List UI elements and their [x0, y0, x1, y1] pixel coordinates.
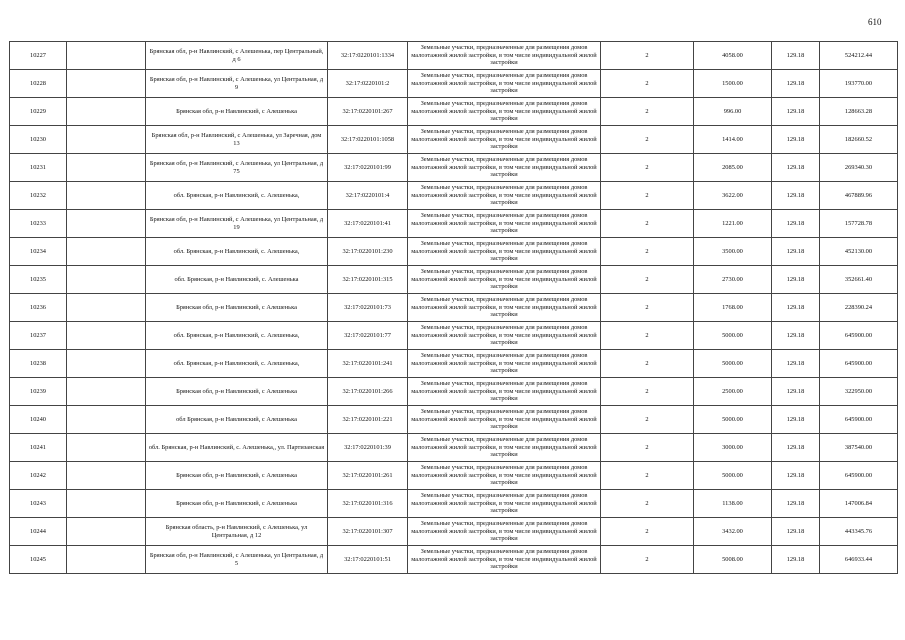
- land-use-cell: Земельные участки, предназначенные для размещения домов малоэтажной жилой застройки, в том числе индивидуальной жилой застройки: [408, 462, 601, 490]
- address-cell: обл. Брянская, р-н Навлинский, с. Алешенька,: [146, 322, 328, 350]
- cadastral-value-cell: 645900.00: [820, 462, 898, 490]
- land-use-cell: Земельные участки, предназначенные для размещения домов малоэтажной жилой застройки, в том числе индивидуальной жилой застройки: [408, 406, 601, 434]
- category-cell: 2: [601, 98, 694, 126]
- empty-cell: [67, 70, 146, 98]
- specific-value-cell: 129.18: [772, 126, 820, 154]
- cadastral-value-cell: 524212.44: [820, 42, 898, 70]
- address-cell: Брянская обл, р-н Навлинский, с Алешенька, ул Заречная, дом 13: [146, 126, 328, 154]
- row-number: 10245: [10, 546, 67, 574]
- empty-cell: [67, 238, 146, 266]
- cadastral-number-cell: 32:17:0220101:241: [328, 350, 408, 378]
- cadastral-value-cell: 182660.52: [820, 126, 898, 154]
- specific-value-cell: 129.18: [772, 294, 820, 322]
- area-cell: 3622.00: [694, 182, 772, 210]
- address-cell: Брянская обл, р-н Навлинский, с Алешенька: [146, 462, 328, 490]
- land-use-cell: Земельные участки, предназначенные для размещения домов малоэтажной жилой застройки, в том числе индивидуальной жилой застройки: [408, 182, 601, 210]
- empty-cell: [67, 294, 146, 322]
- specific-value-cell: 129.18: [772, 154, 820, 182]
- land-use-cell: Земельные участки, предназначенные для размещения домов малоэтажной жилой застройки, в том числе индивидуальной жилой застройки: [408, 490, 601, 518]
- category-cell: 2: [601, 126, 694, 154]
- address-cell: Брянская обл, р-н Навлинский, с Алешенька: [146, 378, 328, 406]
- row-number: 10232: [10, 182, 67, 210]
- specific-value-cell: 129.18: [772, 266, 820, 294]
- address-cell: обл. Брянская, р-н Навлинский, с. Алешенька: [146, 266, 328, 294]
- area-cell: 5008.00: [694, 546, 772, 574]
- table-row: [10, 322, 898, 350]
- cadastral-number-cell: 32:17:0220101:2: [328, 70, 408, 98]
- specific-value-cell: 129.18: [772, 406, 820, 434]
- cadastral-number-cell: 32:17:0220101:99: [328, 154, 408, 182]
- area-cell: 5000.00: [694, 350, 772, 378]
- cadastral-value-cell: 646933.44: [820, 546, 898, 574]
- table-row: [10, 378, 898, 406]
- area-cell: 1500.00: [694, 70, 772, 98]
- cadastral-number-cell: 32:17:0220101:230: [328, 238, 408, 266]
- cadastral-number-cell: 32:17:0220101:73: [328, 294, 408, 322]
- table-row: [10, 154, 898, 182]
- address-cell: обл. Брянская, р-н Навлинский, с. Алешенька,: [146, 182, 328, 210]
- address-cell: Брянская обл, р-н Навлинский, с Алешенька, ул Центральная, д 5: [146, 546, 328, 574]
- specific-value-cell: 129.18: [772, 490, 820, 518]
- specific-value-cell: 129.18: [772, 378, 820, 406]
- specific-value-cell: 129.18: [772, 98, 820, 126]
- land-use-cell: Земельные участки, предназначенные для размещения домов малоэтажной жилой застройки, в том числе индивидуальной жилой застройки: [408, 378, 601, 406]
- empty-cell: [67, 98, 146, 126]
- row-number: 10242: [10, 462, 67, 490]
- category-cell: 2: [601, 266, 694, 294]
- category-cell: 2: [601, 546, 694, 574]
- specific-value-cell: 129.18: [772, 182, 820, 210]
- empty-cell: [67, 406, 146, 434]
- specific-value-cell: 129.18: [772, 70, 820, 98]
- category-cell: 2: [601, 378, 694, 406]
- category-cell: 2: [601, 406, 694, 434]
- land-use-cell: Земельные участки, предназначенные для размещения домов малоэтажной жилой застройки, в том числе индивидуальной жилой застройки: [408, 322, 601, 350]
- row-number: 10229: [10, 98, 67, 126]
- area-cell: 5000.00: [694, 406, 772, 434]
- specific-value-cell: 129.18: [772, 210, 820, 238]
- land-use-cell: Земельные участки, предназначенные для размещения домов малоэтажной жилой застройки, в том числе индивидуальной жилой застройки: [408, 294, 601, 322]
- land-use-cell: Земельные участки, предназначенные для размещения домов малоэтажной жилой застройки, в том числе индивидуальной жилой застройки: [408, 42, 601, 70]
- empty-cell: [67, 462, 146, 490]
- row-number: 10238: [10, 350, 67, 378]
- empty-cell: [67, 210, 146, 238]
- category-cell: 2: [601, 434, 694, 462]
- category-cell: 2: [601, 294, 694, 322]
- cadastral-number-cell: 32:17:0220101:221: [328, 406, 408, 434]
- cadastral-number-cell: 32:17:0220101:1058: [328, 126, 408, 154]
- specific-value-cell: 129.18: [772, 518, 820, 546]
- address-cell: обл Брянская, р-н Навлинский, с Алешенька: [146, 406, 328, 434]
- address-cell: Брянская обл, р-н Навлинский, с Алешенька, ул Центральная, д 9: [146, 70, 328, 98]
- empty-cell: [67, 322, 146, 350]
- category-cell: 2: [601, 42, 694, 70]
- row-number: 10227: [10, 42, 67, 70]
- address-cell: Брянская область, р-н Навлинский, с Алешенька, ул Центральная, д 12: [146, 518, 328, 546]
- row-number: 10240: [10, 406, 67, 434]
- cadastral-value-cell: 269340.30: [820, 154, 898, 182]
- land-use-cell: Земельные участки, предназначенные для размещения домов малоэтажной жилой застройки, в том числе индивидуальной жилой застройки: [408, 238, 601, 266]
- row-number: 10237: [10, 322, 67, 350]
- area-cell: 1414.00: [694, 126, 772, 154]
- land-use-cell: Земельные участки, предназначенные для размещения домов малоэтажной жилой застройки, в том числе индивидуальной жилой застройки: [408, 546, 601, 574]
- category-cell: 2: [601, 518, 694, 546]
- table-row: [10, 462, 898, 490]
- table-body: [10, 42, 898, 574]
- row-number: 10243: [10, 490, 67, 518]
- area-cell: 1221.00: [694, 210, 772, 238]
- cadastral-value-cell: 147006.84: [820, 490, 898, 518]
- category-cell: 2: [601, 210, 694, 238]
- land-use-cell: Земельные участки, предназначенные для размещения домов малоэтажной жилой застройки, в том числе индивидуальной жилой застройки: [408, 350, 601, 378]
- row-number: 10235: [10, 266, 67, 294]
- empty-cell: [67, 546, 146, 574]
- table-row: [10, 42, 898, 70]
- area-cell: 2730.00: [694, 266, 772, 294]
- land-use-cell: Земельные участки, предназначенные для размещения домов малоэтажной жилой застройки, в том числе индивидуальной жилой застройки: [408, 518, 601, 546]
- address-cell: Брянская обл, р-н Навлинский, с Алешенька: [146, 490, 328, 518]
- row-number: 10236: [10, 294, 67, 322]
- area-cell: 4058.00: [694, 42, 772, 70]
- empty-cell: [67, 126, 146, 154]
- row-number: 10231: [10, 154, 67, 182]
- cadastral-value-cell: 645900.00: [820, 406, 898, 434]
- cadastral-number-cell: 32:17:0220101:267: [328, 98, 408, 126]
- cadastral-number-cell: 32:17:0220101:77: [328, 322, 408, 350]
- table-row: [10, 126, 898, 154]
- table-row: [10, 490, 898, 518]
- address-cell: обл. Брянская, р-н Навлинский, с. Алешенька,, ул. Партизанская: [146, 434, 328, 462]
- empty-cell: [67, 378, 146, 406]
- cadastral-number-cell: 32:17:0220101:41: [328, 210, 408, 238]
- empty-cell: [67, 490, 146, 518]
- specific-value-cell: 129.18: [772, 350, 820, 378]
- area-cell: 5000.00: [694, 322, 772, 350]
- area-cell: 3000.00: [694, 434, 772, 462]
- table-row: [10, 518, 898, 546]
- specific-value-cell: 129.18: [772, 546, 820, 574]
- address-cell: обл. Брянская, р-н Навлинский, с. Алешенька,: [146, 238, 328, 266]
- cadastral-number-cell: 32:17:0220101:316: [328, 490, 408, 518]
- area-cell: 1768.00: [694, 294, 772, 322]
- cadastral-number-cell: 32:17:0220101:39: [328, 434, 408, 462]
- table-row: [10, 350, 898, 378]
- cadastral-number-cell: 32:17:0220101:266: [328, 378, 408, 406]
- row-number: 10233: [10, 210, 67, 238]
- land-use-cell: Земельные участки, предназначенные для размещения домов малоэтажной жилой застройки, в том числе индивидуальной жилой застройки: [408, 210, 601, 238]
- cadastral-number-cell: 32:17:0220101:261: [328, 462, 408, 490]
- area-cell: 3500.00: [694, 238, 772, 266]
- empty-cell: [67, 518, 146, 546]
- land-use-cell: Земельные участки, предназначенные для размещения домов малоэтажной жилой застройки, в том числе индивидуальной жилой застройки: [408, 126, 601, 154]
- category-cell: 2: [601, 322, 694, 350]
- category-cell: 2: [601, 350, 694, 378]
- area-cell: 2085.00: [694, 154, 772, 182]
- empty-cell: [67, 434, 146, 462]
- cadastral-value-cell: 467889.96: [820, 182, 898, 210]
- area-cell: 1138.00: [694, 490, 772, 518]
- category-cell: 2: [601, 490, 694, 518]
- table-row: [10, 210, 898, 238]
- area-cell: 5000.00: [694, 462, 772, 490]
- cadastral-number-cell: 32:17:0220101:51: [328, 546, 408, 574]
- empty-cell: [67, 42, 146, 70]
- land-use-cell: Земельные участки, предназначенные для размещения домов малоэтажной жилой застройки, в том числе индивидуальной жилой застройки: [408, 266, 601, 294]
- specific-value-cell: 129.18: [772, 434, 820, 462]
- empty-cell: [67, 266, 146, 294]
- address-cell: Брянская обл, р-н Навлинский, с Алешенька, пер Центральный, д 6: [146, 42, 328, 70]
- table-row: [10, 434, 898, 462]
- cadastral-value-cell: 387540.00: [820, 434, 898, 462]
- specific-value-cell: 129.18: [772, 238, 820, 266]
- row-number: 10244: [10, 518, 67, 546]
- table-row: [10, 294, 898, 322]
- cadastral-value-cell: 452130.00: [820, 238, 898, 266]
- category-cell: 2: [601, 182, 694, 210]
- cadastral-number-cell: 32:17:0220101:307: [328, 518, 408, 546]
- specific-value-cell: 129.18: [772, 42, 820, 70]
- cadastral-value-cell: 645900.00: [820, 322, 898, 350]
- cadastral-number-cell: 32:17:0220101:315: [328, 266, 408, 294]
- table-row: [10, 70, 898, 98]
- table-row: [10, 266, 898, 294]
- category-cell: 2: [601, 238, 694, 266]
- empty-cell: [67, 182, 146, 210]
- cadastral-value-table: [9, 41, 898, 574]
- cadastral-value-cell: 228390.24: [820, 294, 898, 322]
- row-number: 10234: [10, 238, 67, 266]
- table-row: [10, 182, 898, 210]
- specific-value-cell: 129.18: [772, 322, 820, 350]
- cadastral-value-cell: 352661.40: [820, 266, 898, 294]
- area-cell: 3432.00: [694, 518, 772, 546]
- cadastral-value-cell: 443345.76: [820, 518, 898, 546]
- address-cell: Брянская обл, р-н Навлинский, с Алешенька: [146, 294, 328, 322]
- cadastral-value-cell: 157728.78: [820, 210, 898, 238]
- empty-cell: [67, 154, 146, 182]
- address-cell: обл. Брянская, р-н Навлинский, с. Алешенька,: [146, 350, 328, 378]
- table-row: [10, 98, 898, 126]
- category-cell: 2: [601, 462, 694, 490]
- table-row: [10, 406, 898, 434]
- land-use-cell: Земельные участки, предназначенные для размещения домов малоэтажной жилой застройки, в том числе индивидуальной жилой застройки: [408, 154, 601, 182]
- area-cell: 2500.00: [694, 378, 772, 406]
- cadastral-number-cell: 32:17:0220101:1334: [328, 42, 408, 70]
- cadastral-value-cell: 128663.28: [820, 98, 898, 126]
- cadastral-value-cell: 645900.00: [820, 350, 898, 378]
- specific-value-cell: 129.18: [772, 462, 820, 490]
- cadastral-value-cell: 193770.00: [820, 70, 898, 98]
- land-use-cell: Земельные участки, предназначенные для размещения домов малоэтажной жилой застройки, в том числе индивидуальной жилой застройки: [408, 434, 601, 462]
- address-cell: Брянская обл, р-н Навлинский, с Алешенька: [146, 98, 328, 126]
- area-cell: 996.00: [694, 98, 772, 126]
- table-row: [10, 546, 898, 574]
- empty-cell: [67, 350, 146, 378]
- page-number: 610: [868, 17, 882, 27]
- row-number: 10230: [10, 126, 67, 154]
- cadastral-value-cell: 322950.00: [820, 378, 898, 406]
- cadastral-number-cell: 32:17:0220101:4: [328, 182, 408, 210]
- table-row: [10, 238, 898, 266]
- address-cell: Брянская обл, р-н Навлинский, с Алешенька, ул Центральная, д 19: [146, 210, 328, 238]
- address-cell: Брянская обл, р-н Навлинский, с Алешенька, ул Центральная, д 75: [146, 154, 328, 182]
- row-number: 10241: [10, 434, 67, 462]
- land-use-cell: Земельные участки, предназначенные для размещения домов малоэтажной жилой застройки, в том числе индивидуальной жилой застройки: [408, 98, 601, 126]
- row-number: 10239: [10, 378, 67, 406]
- land-use-cell: Земельные участки, предназначенные для размещения домов малоэтажной жилой застройки, в том числе индивидуальной жилой застройки: [408, 70, 601, 98]
- category-cell: 2: [601, 70, 694, 98]
- category-cell: 2: [601, 154, 694, 182]
- row-number: 10228: [10, 70, 67, 98]
